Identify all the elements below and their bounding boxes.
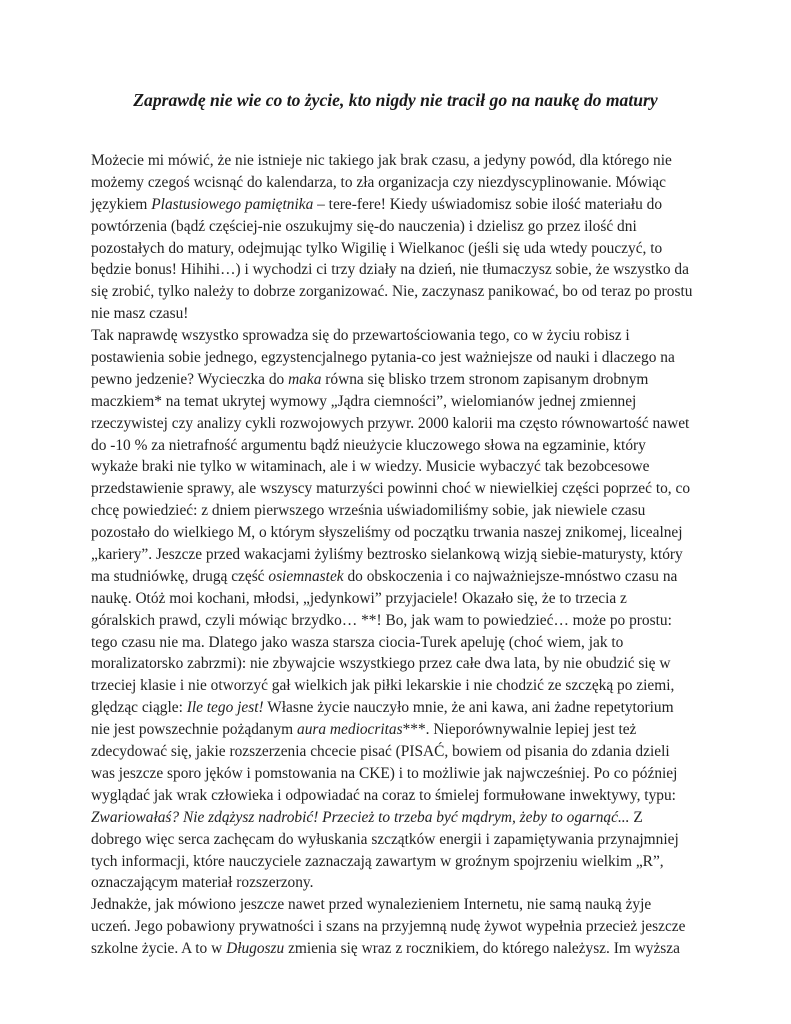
text-line	[91, 566, 701, 588]
text-line	[91, 872, 701, 894]
italic-text-segment: osiemnastek	[268, 567, 344, 585]
text-line	[91, 785, 701, 807]
text-segment: Własne życie nauczyło mnie, że ani kawa, ani żadne repetytorium	[263, 699, 674, 717]
text-segment: rzeczywistej czy analizy cykli rozwojowych przywr. 2000 kalorii ma często równowartość nawet	[91, 414, 690, 432]
text-segment: postawienia sobie jednego, egzystencjalnego pytania-co jest ważniejsze od nauki i dlaczego na	[91, 349, 675, 367]
text-segment: nie jest powszechnie pożądanym	[91, 721, 297, 739]
text-segment: pozostało do wielkiego M, o którym słyszeliśmy od początku trwania naszej znikomej, licealnej	[91, 524, 683, 542]
text-segment: moralizatorsko zabrzmi): nie zbywajcie wszystkiego przez całe dwa lata, by nie obudzić się w	[91, 655, 671, 673]
text-segment: językiem	[91, 195, 152, 213]
text-line	[91, 763, 701, 785]
text-segment: nie masz czasu!	[91, 305, 189, 323]
text-line	[91, 588, 701, 610]
text-line	[91, 456, 701, 478]
text-line	[91, 610, 701, 632]
text-segment: ***. Nieporównywalnie lepiej jest też	[402, 721, 637, 739]
text-line	[91, 522, 701, 544]
text-segment: dobrego więc serca zachęcam do wyłuskania szczątków energii i zapamiętywania przynajmniej	[91, 830, 679, 848]
text-line	[91, 391, 701, 413]
text-segment: „kariery”. Jeszcze przed wakacjami żyliśmy beztrosko sielankową wizją siebie-maturysty, który	[91, 546, 683, 564]
text-line	[91, 347, 701, 369]
text-segment: chcę powiedzieć: z dniem pierwszego września uświadomiliśmy sobie, jak niewiele czasu	[91, 502, 646, 520]
text-segment: trzeciej klasie i nie otworzyć gał wielkich jak piłki lekarskie i nie chodzić ze szczęką po ziemi,	[91, 677, 675, 695]
text-segment: ma studniówkę, drugą część	[91, 567, 269, 585]
text-line	[91, 829, 701, 851]
text-segment: równa się blisko trzem stronom zapisanym drobnym	[321, 370, 649, 388]
document-title: Zaprawdę nie wie co to życie, kto nigdy nie tracił go na naukę do matury	[133, 90, 658, 110]
text-line	[91, 435, 701, 457]
text-line	[91, 894, 701, 916]
text-line	[91, 478, 701, 500]
text-segment: wyglądać jak wrak człowieka i odpowiadać na coraz to śmielej formułowane inwektywy, typu:	[91, 786, 676, 804]
text-segment: Jednakże, jak mówiono jeszcze nawet przed wynalezieniem Internetu, nie samą nauką żyje	[91, 896, 652, 914]
text-line	[91, 216, 701, 238]
text-line	[91, 303, 701, 325]
text-line	[91, 369, 701, 391]
text-line	[91, 851, 701, 873]
text-line	[91, 653, 701, 675]
text-segment: uczeń. Jego pobawiony prywatności i szans na przyjemną nudę żywot wypełnia przecież jeszcze	[91, 918, 686, 936]
text-segment: Możecie mi mówić, że nie istnieje nic takiego jak brak czasu, a jedyny powód, dla którego nie	[91, 152, 672, 169]
text-segment: ględząc ciągle:	[91, 699, 187, 717]
text-line	[91, 500, 701, 522]
text-segment: – tere-fere! Kiedy uświadomisz sobie ilość materiału do	[313, 195, 663, 213]
italic-text-segment: Ile tego jest!	[186, 699, 264, 717]
text-segment: do -10 % za nietrafność argumentu bądź nieużycie kluczowego słowa na egzaminie, który	[91, 436, 646, 454]
text-segment: możemy czegoś wcisnąć do kalendarza, to zła organizacja czy niezdyscyplinowanie. Mówiąc	[91, 173, 666, 191]
text-segment: pozostałych do matury, odejmując tylko Wigilię i Wielkanoc (jeśli się uda wtedy pouczyć, to	[91, 239, 663, 257]
italic-text-segment: maka	[288, 370, 322, 388]
text-segment: do obskoczenia i co najważniejsze-mnóstwo czasu na	[343, 567, 678, 585]
italic-text-segment: Długoszu	[226, 940, 285, 958]
text-line	[91, 697, 701, 719]
document-body	[91, 150, 701, 960]
text-segment: zdecydować się, jakie rozszerzenia chcecie pisać (PISAĆ, bowiem od pisania do zdania dzieli	[91, 743, 670, 761]
text-segment: szkolne życie. A to w	[91, 940, 227, 958]
text-line	[91, 259, 701, 281]
text-segment: się zrobić, tylko należy to dobrze zorganizować. Nie, zaczynasz panikować, bo od teraz po prostu	[91, 283, 693, 301]
text-line	[91, 325, 701, 347]
text-line	[91, 741, 701, 763]
text-line	[91, 194, 701, 216]
text-segment: maczkiem* na temat ukrytej wymowy „Jądra ciemności”, wielomianów jednej zmiennej	[91, 392, 637, 410]
text-segment: tego czasu nie ma. Dlatego jako wasza starsza ciocia-Turek apeluję (choć wiem, jak to	[91, 633, 624, 651]
text-segment: zmienia się wraz z rocznikiem, do którego należysz. Im wyższa	[284, 940, 680, 958]
text-line	[91, 632, 701, 654]
text-line	[91, 172, 701, 194]
italic-text-segment: Plastusiowego pamiętnika	[151, 195, 314, 213]
text-line	[91, 675, 701, 697]
text-line	[91, 281, 701, 303]
italic-text-segment: aura mediocritas	[297, 721, 403, 739]
text-segment: będzie bonus! Hihihi…) i wychodzi ci trzy działy na dzień, nie tłumaczysz sobie, że wszystko da	[91, 261, 689, 279]
text-segment: góralskich prawd, czyli mówiąc brzydko… **! Bo, jak wam to powiedzieć… może po prostu:	[91, 611, 672, 629]
text-segment: Tak naprawdę wszystko sprowadza się do przewartościowania tego, co w życiu robisz i	[91, 327, 630, 345]
text-segment: oznaczającym materiał rozszerzony.	[91, 874, 314, 892]
text-segment: was jeszcze sporo jęków i pomstowania na CKE) i to możliwie jak najwcześniej. Po co później	[91, 764, 678, 782]
text-line	[91, 413, 701, 435]
text-line	[91, 544, 701, 566]
text-line	[91, 938, 701, 960]
text-segment: tych informacji, które nauczyciele zaznaczają zawartym w groźnym spojrzeniu wielkim „R”,	[91, 852, 664, 870]
text-segment: naukę. Otóż moi kochani, młodsi, „jedynkowi” przyjaciele! Okazało się, że to trzecia z	[91, 589, 627, 607]
text-line	[91, 238, 701, 260]
text-line	[91, 807, 701, 829]
text-segment: powtórzenia (bądź częściej-nie oszukujmy się-do nauczenia) i dzielisz go przez ilość dni	[91, 217, 637, 235]
text-line	[91, 916, 701, 938]
text-segment: Z	[629, 808, 643, 826]
text-segment: wykaże braki nie tylko w witaminach, ale i w wiedzy. Musicie wybaczyć tak bezobcesowe	[91, 458, 650, 476]
text-segment: pewno jedzenie? Wycieczka do	[91, 370, 289, 388]
text-line	[91, 150, 701, 172]
italic-text-segment: Zwariowałaś? Nie zdążysz nadrobić! Przecież to trzeba być mądrym, żeby to ogarnąć...	[91, 808, 630, 826]
text-line	[91, 719, 701, 741]
text-segment: przedstawienie sprawy, ale wszyscy maturzyści powinni choć w niewielkiej części poprzeć to, co	[91, 480, 691, 498]
